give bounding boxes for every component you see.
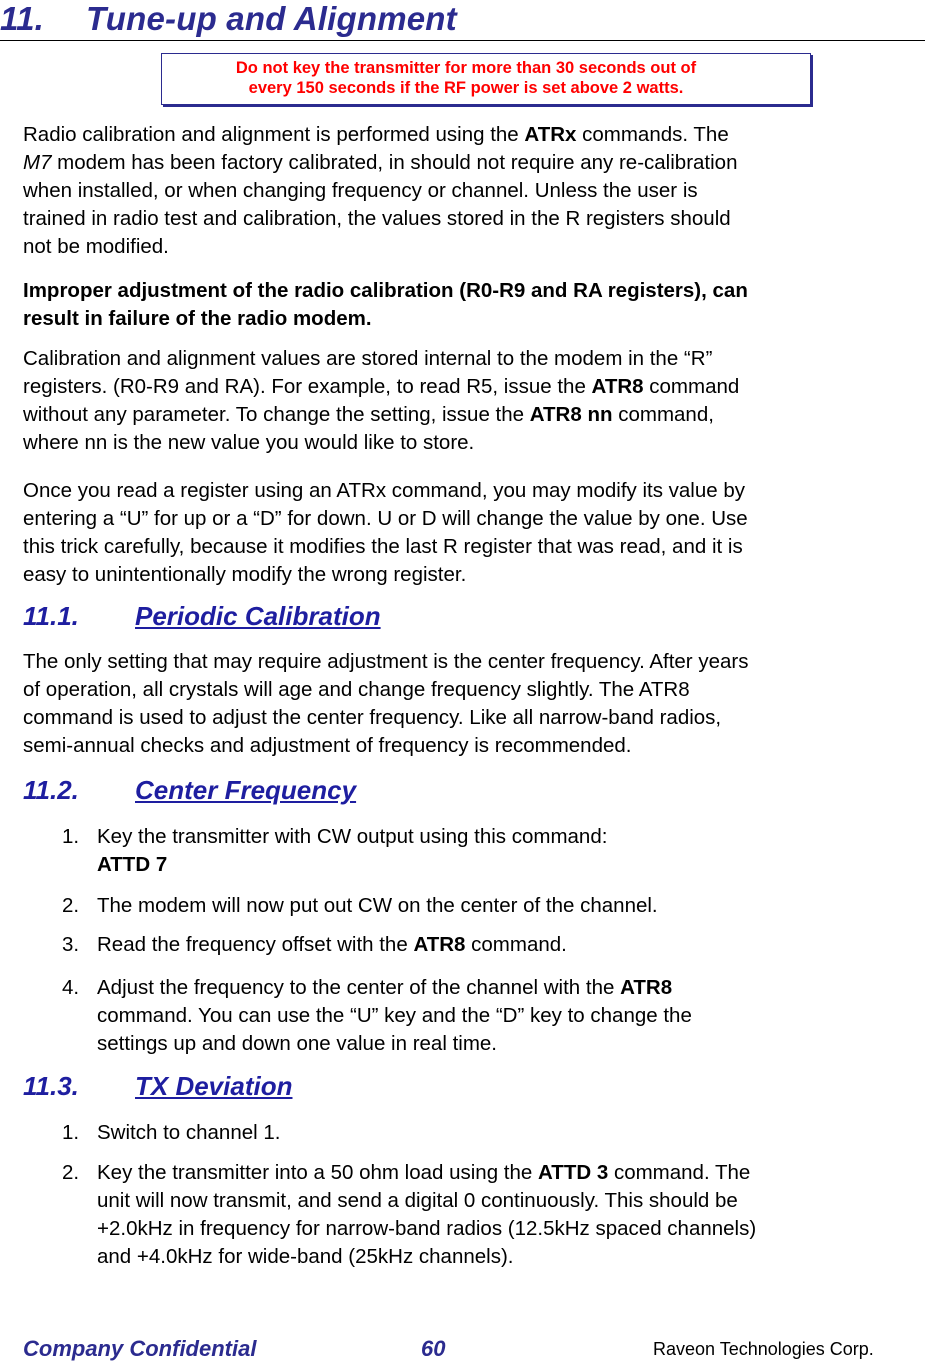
- command-attd-3: ATTD 3: [538, 1161, 609, 1184]
- periodic-calibration-paragraph: [23, 648, 923, 760]
- command-atr8: ATR8: [413, 933, 466, 956]
- list-text: command.: [465, 933, 567, 956]
- chapter-number: 11.: [0, 0, 45, 37]
- caution-text: result in failure of the radio modem.: [23, 307, 372, 330]
- intro-text: Radio calibration and alignment is performed using the: [23, 123, 525, 146]
- s1-text: of operation, all crystals will age and change frequency slightly. The ATR8: [23, 678, 690, 701]
- intro-text: not be modified.: [23, 235, 169, 258]
- calib-text: without any parameter. To change the setting, issue the: [23, 403, 530, 426]
- footer-confidential: Company Confidential: [23, 1336, 257, 1361]
- section-title: TX Deviation: [135, 1071, 293, 1101]
- intro-text: when installed, or when changing frequency or channel. Unless the user is: [23, 179, 698, 202]
- list-number: 4.: [62, 976, 80, 999]
- command-atr8: ATR8: [620, 976, 673, 999]
- command-atrx: ATRx: [524, 123, 577, 146]
- list-text: Key the transmitter into a 50 ohm load using the: [97, 1161, 539, 1184]
- intro-text: trained in radio test and calibration, the values stored in the R registers should: [23, 207, 731, 230]
- section-title: Periodic Calibration: [135, 601, 381, 631]
- list-number: 3.: [62, 933, 80, 956]
- list-number: 1.: [62, 825, 80, 848]
- list-text: command. You can use the “U” key and the “D” key to change the: [97, 1004, 692, 1027]
- calibration-paragraph: [23, 345, 923, 457]
- section-title: Center Frequency: [135, 775, 357, 805]
- intro-text: modem has been factory calibrated, in should not require any re-calibration: [51, 151, 738, 174]
- list-number: 2.: [62, 1161, 80, 1184]
- list-text: command. The: [608, 1161, 751, 1184]
- list-text: Key the transmitter with CW output using this command:: [97, 825, 608, 848]
- warning-box: [161, 53, 811, 105]
- caution-paragraph: [23, 277, 923, 333]
- heading-rule: [0, 40, 925, 41]
- caution-text: Improper adjustment of the radio calibration (R0-R9 and RA registers), can: [23, 279, 748, 302]
- section-number: 11.2.: [23, 775, 79, 805]
- s1-text: The only setting that may require adjustment is the center frequency. After years: [23, 650, 749, 673]
- calib-text: registers. (R0-R9 and RA). For example, to read R5, issue the: [23, 375, 592, 398]
- once-text: easy to unintentionally modify the wrong register.: [23, 563, 467, 586]
- intro-paragraph: [23, 121, 923, 261]
- section-number: 11.3.: [23, 1071, 79, 1101]
- s1-text: semi-annual checks and adjustment of frequency is recommended.: [23, 734, 632, 757]
- list-text: Adjust the frequency to the center of the channel with the: [97, 976, 621, 999]
- once-text: entering a “U” for up or a “D” for down. U or D will change the value by one. Use: [23, 507, 748, 530]
- once-text: Once you read a register using an ATRx command, you may modify its value by: [23, 479, 746, 502]
- intro-text: commands. The: [576, 123, 729, 146]
- list-text: Switch to channel 1.: [97, 1121, 281, 1144]
- list-text: +2.0kHz in frequency for narrow-band radios (12.5kHz spaced channels): [97, 1217, 757, 1240]
- chapter-title: Tune-up and Alignment: [86, 0, 457, 37]
- chapter-heading: [0, 0, 457, 38]
- section-heading-tx-deviation: [23, 1071, 292, 1102]
- warning-line-2: every 150 seconds if the RF power is set above 2 watts.: [248, 79, 684, 97]
- list-text: Read the frequency offset with the: [97, 933, 414, 956]
- list-number: 2.: [62, 894, 80, 917]
- calib-text: command,: [612, 403, 714, 426]
- footer-page-number: 60: [421, 1336, 446, 1361]
- list-text: and +4.0kHz for wide-band (25kHz channels).: [97, 1245, 514, 1268]
- section-number: 11.1.: [23, 601, 79, 631]
- list-number: 1.: [62, 1121, 80, 1144]
- calib-text: Calibration and alignment values are stored internal to the modem in the “R”: [23, 347, 713, 370]
- register-edit-paragraph: [23, 477, 923, 589]
- s1-text: command is used to adjust the center frequency. Like all narrow-band radios,: [23, 706, 722, 729]
- command-attd-7: ATTD 7: [97, 853, 168, 876]
- command-atr8-nn: ATR8 nn: [529, 403, 613, 426]
- once-text: this trick carefully, because it modifies the last R register that was read, and it is: [23, 535, 743, 558]
- list-text: settings up and down one value in real time.: [97, 1032, 498, 1055]
- calib-text: command: [643, 375, 740, 398]
- command-atr8: ATR8: [591, 375, 644, 398]
- list-text: unit will now transmit, and send a digital 0 continuously. This should be: [97, 1189, 738, 1212]
- section-heading-center-frequency: [23, 775, 356, 806]
- model-name: M7: [23, 151, 52, 174]
- calib-text: where nn is the new value you would like to store.: [23, 431, 475, 454]
- list-text: The modem will now put out CW on the center of the channel.: [97, 894, 658, 917]
- warning-line-1: Do not key the transmitter for more than 30 seconds out of: [235, 59, 697, 77]
- footer-company: Raveon Technologies Corp.: [653, 1339, 874, 1359]
- section-heading-periodic-calibration: [23, 601, 381, 632]
